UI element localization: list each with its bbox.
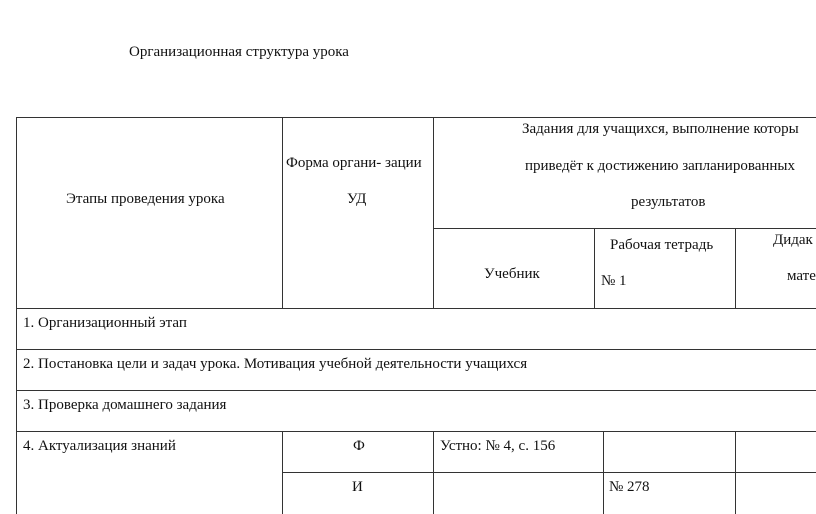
table-cell-workbook: № 278: [609, 479, 650, 495]
table-row-stage-4: 4. Актуализация знаний: [23, 438, 176, 454]
header-didactic-line2: мате: [787, 268, 816, 284]
table-row-stage-2: 2. Постановка цели и задач урока. Мотивация учебной деятельности учащихся: [23, 356, 528, 372]
table-cell-textbook: Устно: № 4, с. 156: [440, 438, 556, 454]
table-row-stage-3: 3. Проверка домашнего задания: [23, 397, 227, 413]
page-title: Организационная структура урока: [129, 44, 349, 60]
header-form-line1: Форма органи- зации: [286, 155, 422, 171]
header-workbook-line2: № 1: [601, 273, 627, 289]
header-tasks-line1: Задания для учащихся, выполнение которы: [522, 121, 799, 137]
table-cell-form: Ф: [353, 438, 365, 454]
table-row-stage-1: 1. Организационный этап: [23, 315, 187, 331]
header-textbook: Учебник: [484, 266, 540, 282]
header-stages: Этапы проведения урока: [66, 191, 225, 207]
header-workbook-line1: Рабочая тетрадь: [610, 237, 714, 253]
header-form-line2: УД: [347, 191, 367, 207]
table-cell-form: И: [352, 479, 363, 495]
header-tasks-line2: приведёт к достижению запланированных: [525, 158, 796, 174]
header-tasks-line3: результатов: [631, 194, 706, 210]
header-didactic-line1: Дидак: [773, 232, 813, 248]
